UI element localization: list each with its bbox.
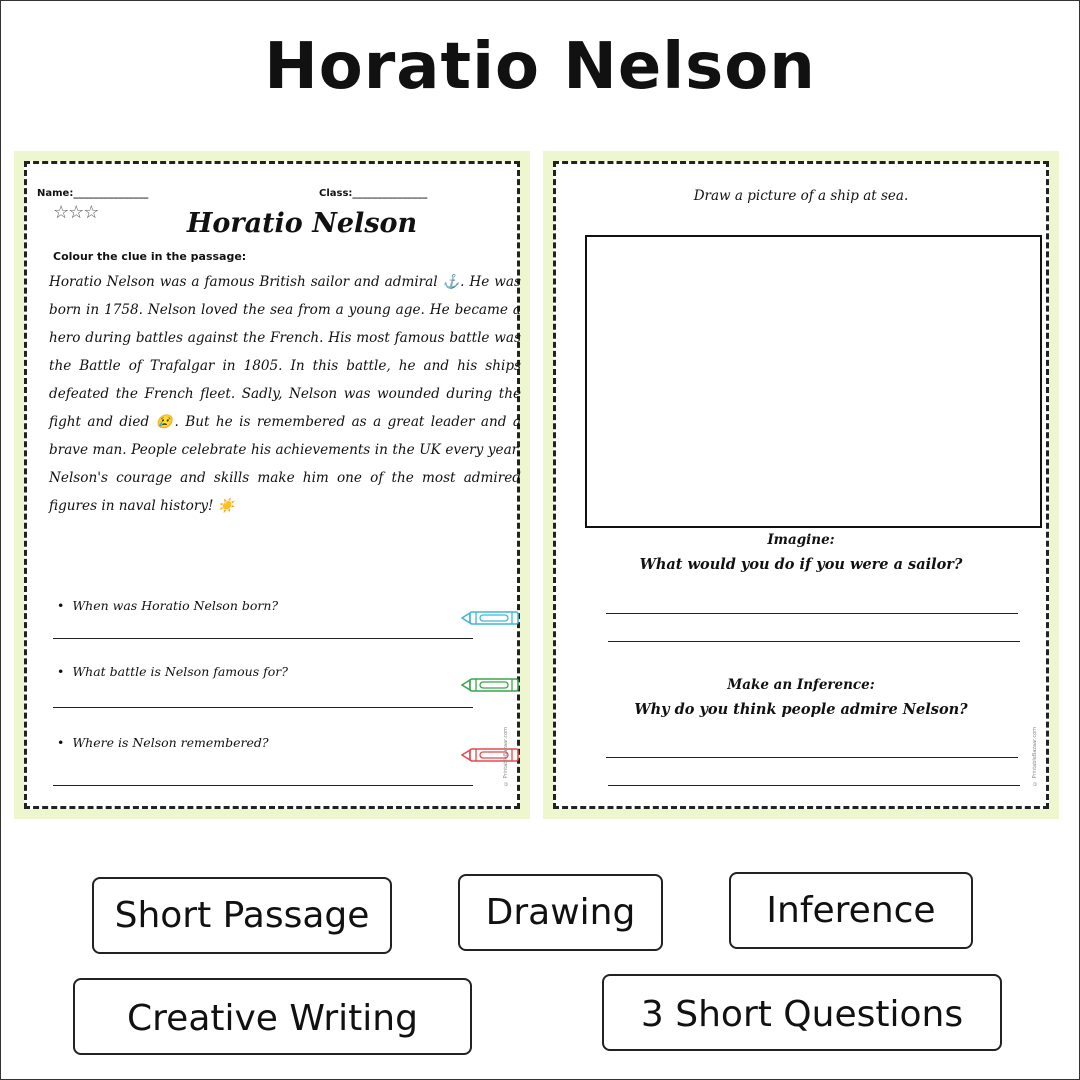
rating-stars-icon: ☆☆☆	[53, 202, 99, 223]
instruction-text: Colour the clue in the passage:	[53, 250, 247, 263]
question-1: • When was Horatio Nelson born?	[57, 598, 279, 613]
worksheet-page-left	[14, 151, 530, 819]
worksheet-sheet	[553, 161, 1049, 809]
question-text: What battle is Nelson famous for?	[72, 664, 288, 679]
question-text: Where is Nelson remembered?	[72, 735, 269, 750]
worksheet-sheet	[24, 161, 520, 809]
tag-short-passage: Short Passage	[92, 877, 392, 954]
inference-label: Make an Inference:	[727, 677, 875, 693]
question-text: When was Horatio Nelson born?	[72, 598, 279, 613]
draw-prompt: Draw a picture of a ship at sea.	[693, 188, 909, 204]
class-field-label: Class:_______________	[319, 188, 428, 199]
answer-line[interactable]	[53, 707, 473, 708]
worksheet-page-right	[543, 151, 1059, 819]
tag-creative-writing: Creative Writing	[73, 978, 472, 1055]
answer-line[interactable]	[608, 641, 1020, 642]
imagine-label: Imagine:	[767, 532, 835, 548]
reading-passage: Horatio Nelson was a famous British sailor and admiral ⚓. He was born in 1758. Nelson loved the sea from a young age. He became a hero during battles against the French. His most famous battle was the Battle of Trafalgar in 1805. In this battle, he and his ships defeated the French fleet. Sadly, Nelson was wounded during the fight and died 😢. But he is remembered as a great leader and a brave man. People celebrate his achievements in the UK every year. Nelson's courage and skills make him one of the most admired figures in naval history! ☀️	[49, 274, 521, 514]
answer-line[interactable]	[53, 638, 473, 639]
answer-line[interactable]	[606, 613, 1018, 614]
tag-drawing: Drawing	[458, 874, 663, 951]
page-title: Horatio Nelson	[264, 30, 816, 104]
inference-question: Why do you think people admire Nelson?	[634, 701, 968, 718]
copyright-text: © PrintableBazaar.com	[1032, 727, 1038, 786]
blue-crayon-icon	[461, 609, 521, 627]
answer-line[interactable]	[608, 785, 1020, 786]
tag-inference: Inference	[729, 872, 973, 949]
copyright-text: © PrintableBazaar.com	[503, 727, 509, 786]
drawing-area[interactable]	[585, 235, 1042, 528]
tag-3-short-questions: 3 Short Questions	[602, 974, 1002, 1051]
worksheet-title: Horatio Nelson	[186, 208, 418, 239]
question-3: • Where is Nelson remembered?	[57, 735, 269, 750]
name-field-label: Name:_______________	[37, 188, 149, 199]
question-2: • What battle is Nelson famous for?	[57, 664, 288, 679]
green-crayon-icon	[461, 676, 521, 694]
imagine-question: What would you do if you were a sailor?	[639, 556, 963, 573]
answer-line[interactable]	[606, 757, 1018, 758]
answer-line[interactable]	[53, 785, 473, 786]
red-crayon-icon	[461, 746, 521, 764]
